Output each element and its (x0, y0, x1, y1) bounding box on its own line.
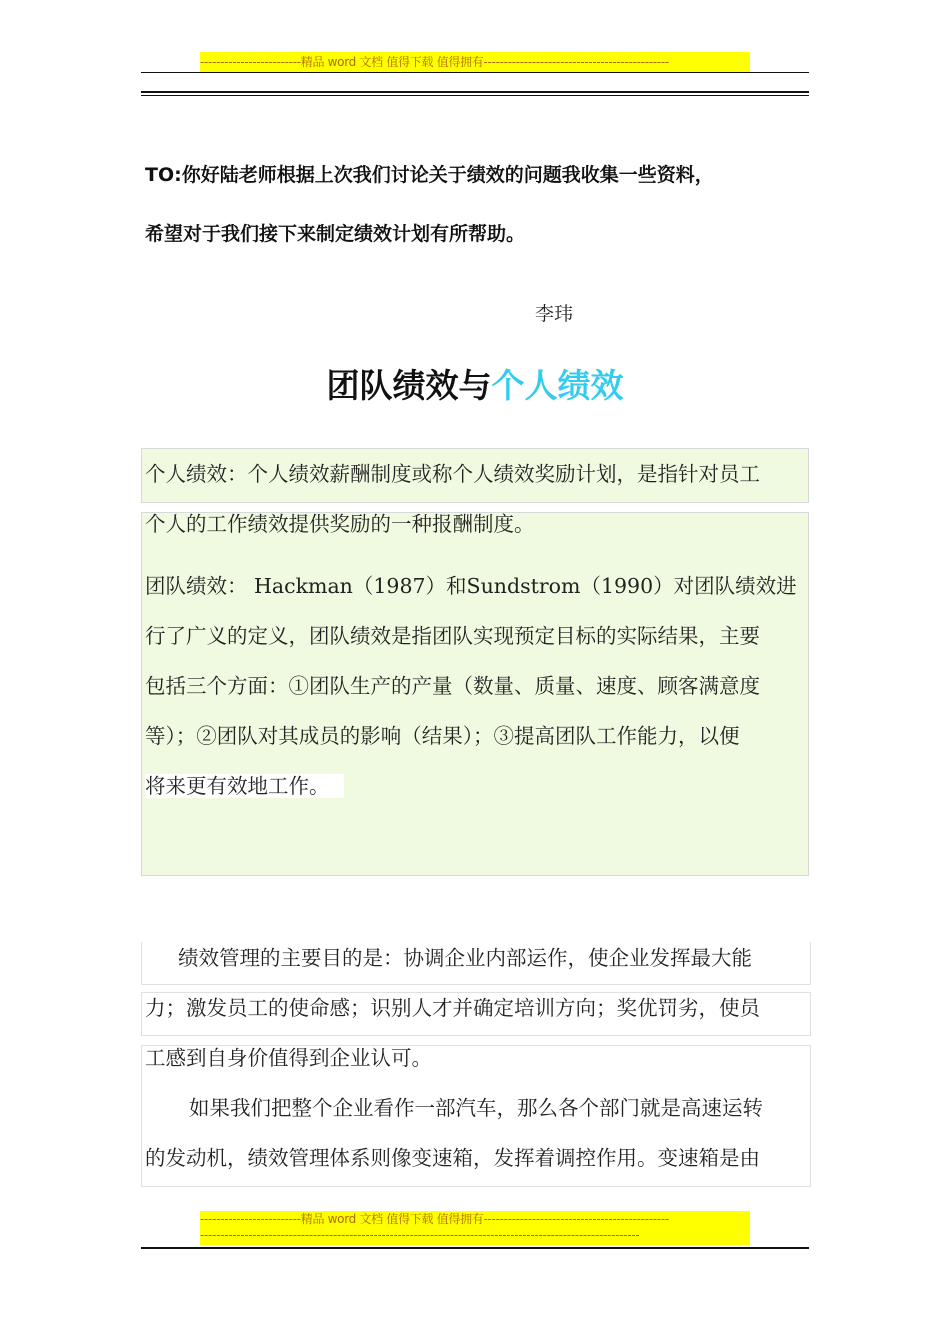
individual-definition-line-1: 个人绩效：个人绩效薪酬制度或称个人绩效奖励计划，是指针对员工 (145, 462, 760, 486)
title-part-2-highlighted: 个人绩效 (491, 366, 624, 405)
title-part-1: 团队绩效与 (326, 366, 492, 405)
header-rule (141, 72, 809, 73)
analogy-line-2: 的发动机，绩效管理体系则像变速箱，发挥着调控作用。变速箱是由 (145, 1146, 760, 1170)
individual-definition-line-2: 个人的工作绩效提供奖励的一种报酬制度。 (145, 512, 535, 536)
header-banner-text: -------------------------精品 word 文档 值得下载 值得拥有---------------------------------------------- (200, 55, 669, 69)
note-line-1: TO:你好陆老师根据上次我们讨论关于绩效的问题我收集一些资料， (145, 164, 714, 186)
team-definition-line-1: 团队绩效： Hackman（1987）和Sundstrom（1990）对团队绩效进 (145, 574, 797, 598)
header-banner (200, 52, 750, 72)
header-double-rule-top (141, 91, 809, 93)
team-definition-line-5: 将来更有效地工作。 (145, 774, 344, 798)
footer-rule (141, 1247, 809, 1249)
team-definition-line-4: 等）；②团队对其成员的影响（结果）；③提高团队工作能力，以便 (145, 724, 740, 748)
note-line-2: 希望对于我们接下来制定绩效计划有所帮助。 (145, 223, 526, 245)
header-double-rule-bottom (141, 95, 809, 96)
purpose-line-2: 力；激发员工的使命感；识别人才并确定培训方向；奖优罚劣，使员 (145, 996, 760, 1020)
purpose-line-1 (145, 933, 817, 983)
footer-banner-dashes: ------------------------------------------------------------------------------------------------------------- (200, 1228, 640, 1242)
purpose-section (145, 933, 817, 1183)
definitions-section (145, 449, 817, 811)
document-title (0, 360, 950, 407)
purpose-line-1-text: 绩效管理的主要目的是：协调企业内部运作，使企业发挥最大能 (178, 946, 752, 970)
analogy-line-1 (145, 1083, 817, 1133)
team-definition-line-3: 包括三个方面：①团队生产的产量（数量、质量、速度、顾客满意度 (145, 674, 760, 698)
purpose-line-3: 工感到自身价值得到企业认可。 (145, 1046, 432, 1070)
signer-name: 李玮 (535, 303, 574, 325)
team-definition-line-2: 行了广义的定义，团队绩效是指团队实现预定目标的实际结果，主要 (145, 624, 760, 648)
analogy-line-1-text: 如果我们把整个企业看作一部汽车，那么各个部门就是高速运转 (189, 1096, 763, 1120)
footer-banner (200, 1211, 750, 1245)
footer-banner-text: -------------------------精品 word 文档 值得下载 值得拥有---------------------------------------------- (200, 1212, 669, 1226)
